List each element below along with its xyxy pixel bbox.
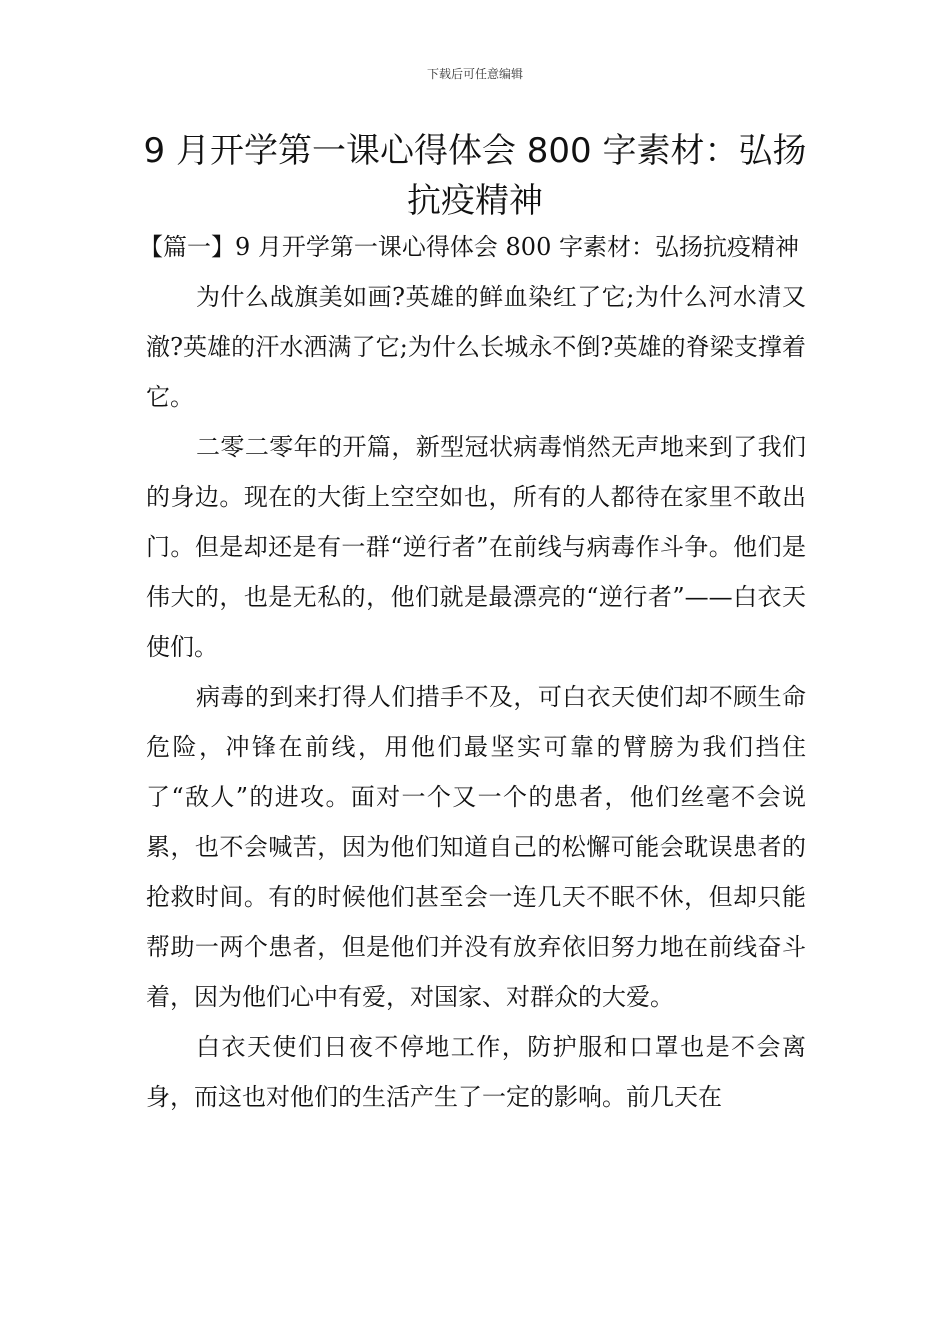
paragraph-4: 白衣天使们日夜不停地工作，防护服和口罩也是不会离身，而这也对他们的生活产生了一定的影响。前几天在 (146, 1033, 806, 1111)
section-heading: 【篇一】9 月开学第一课心得体会 800 字素材：弘扬抗疫精神 (139, 233, 799, 261)
paragraph-3: 病毒的到来打得人们措手不及，可白衣天使们却不顾生命危险，冲锋在前线，用他们最坚实可靠的臂膀为我们挡住了“敌人”的进攻。面对一个又一个的患者，他们丝毫不会说累，也不会喊苦，因为他们知道自己的松懈可能会耽误患者的抢救时间。有的时候他们甚至会一连几天不眠不休，但却只能帮助一两个患者，但是他们并没有放弃依旧努力地在前线奋斗着，因为他们心中有爱，对国家、对群众的大爱。 (146, 683, 806, 1011)
document-title: 9 月开学第一课心得体会 800 字素材：弘扬抗疫精神 (143, 131, 807, 221)
document-body (139, 222, 806, 1122)
paragraph-1: 为什么战旗美如画?英雄的鲜血染红了它;为什么河水清又澈?英雄的汗水洒满了它;为什么长城永不倒?英雄的脊梁支撑着它。 (146, 283, 806, 411)
paragraph-2: 二零二零年的开篇，新型冠状病毒悄然无声地来到了我们的身边。现在的大街上空空如也，所有的人都待在家里不敢出门。但是却还是有一群“逆行者”在前线与病毒作斗争。他们是伟大的，也是无私的，他们就是最漂亮的“逆行者”——白衣天使们。 (146, 433, 806, 661)
header-note: 下载后可任意编辑 (426, 67, 523, 81)
